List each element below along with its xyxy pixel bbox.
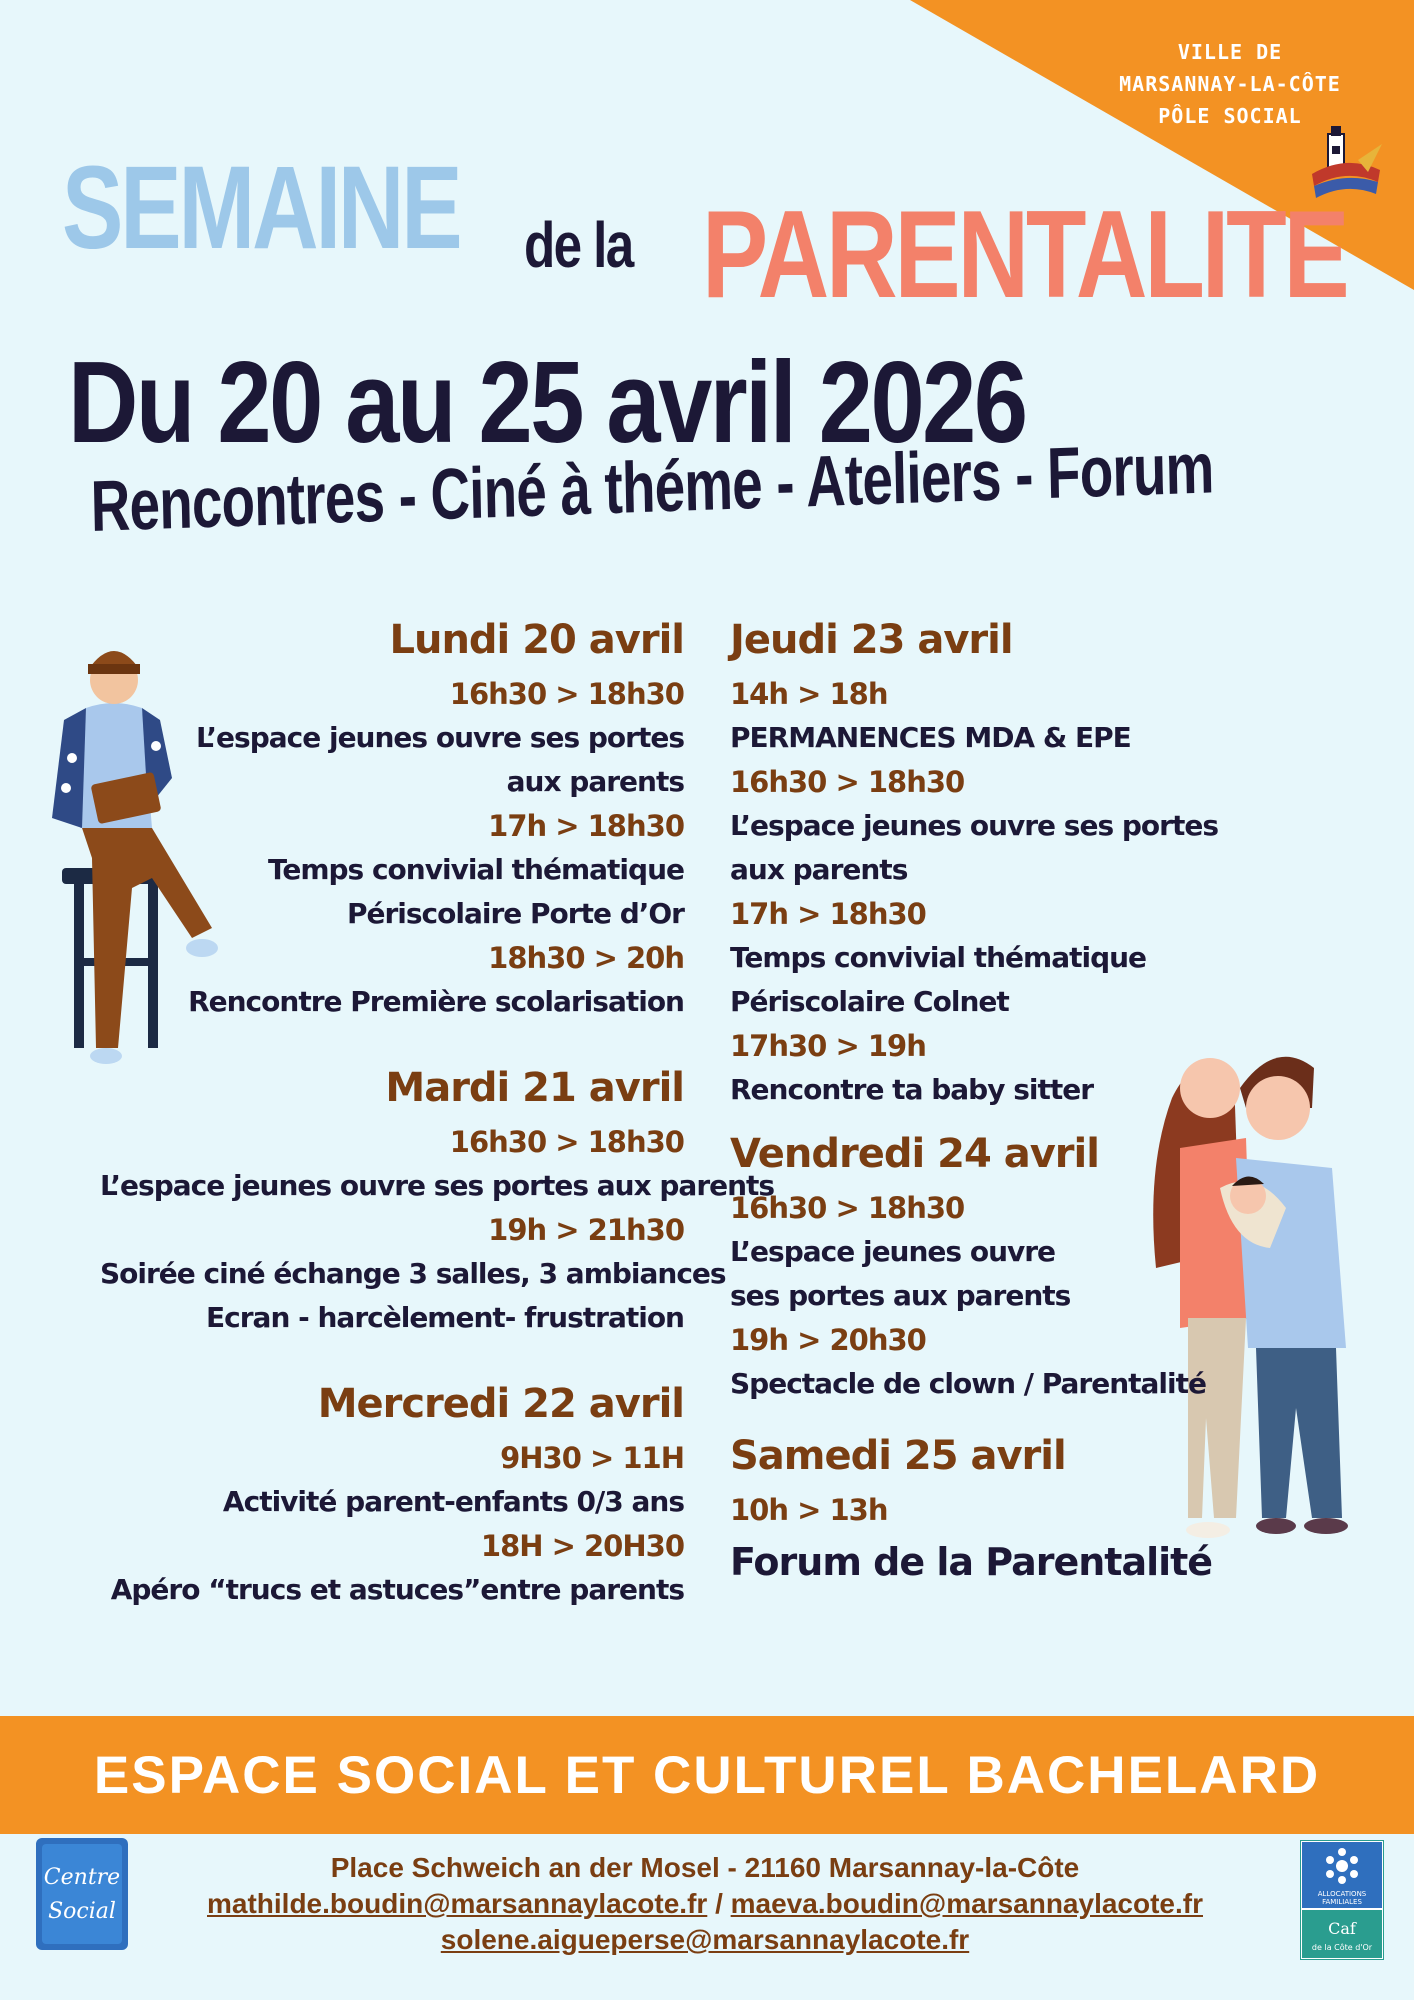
day-heading: Lundi 20 avril (389, 617, 684, 663)
email-line (140, 1886, 1270, 1922)
event-time: 17h > 18h30 (488, 809, 684, 843)
title-semaine: SEMAINE (62, 142, 460, 274)
email-link[interactable]: maeva.boudin@marsannaylacote.fr (730, 1888, 1203, 1919)
day-block (100, 608, 684, 1024)
activities-subtitle: Rencontres - Ciné à théme - Ateliers - Forum (90, 428, 1215, 547)
event-description: Ecran - harcèlement- frustration (206, 1301, 684, 1334)
caf-text-4: de la Côte d'Or (1311, 1943, 1373, 1952)
logo-text-social: Social (48, 1899, 116, 1924)
day-heading: Mardi 21 avril (385, 1065, 684, 1111)
day-block (730, 1122, 1290, 1406)
caf-text-2: FAMILIALES (1322, 1898, 1362, 1906)
event-description: Périscolaire Colnet (730, 985, 1009, 1018)
day-heading: Samedi 25 avril (730, 1433, 1066, 1479)
event-description: Soirée ciné échange 3 salles, 3 ambiances (100, 1257, 726, 1290)
email-link[interactable]: mathilde.boudin@marsannaylacote.fr (207, 1888, 708, 1919)
title-de-la: de la (524, 209, 633, 281)
event-time: 18H > 20H30 (480, 1529, 684, 1563)
day-heading: Mercredi 22 avril (317, 1381, 684, 1427)
day-block (730, 1424, 1290, 1592)
day-heading: Vendredi 24 avril (730, 1131, 1099, 1177)
event-description: Spectacle de clown / Parentalité (730, 1367, 1206, 1400)
event-description: Rencontre ta baby sitter (730, 1073, 1094, 1106)
event-time: 16h30 > 18h30 (730, 765, 965, 799)
corner-line-2: MARSANNAY-LA-CÔTE (1119, 72, 1341, 96)
municipality-label (1080, 36, 1380, 132)
event-description: Activité parent-enfants 0/3 ans (222, 1485, 684, 1518)
event-time: 16h30 > 18h30 (449, 677, 684, 711)
event-description: aux parents (506, 765, 684, 798)
caf-text-1: ALLOCATIONS (1317, 1890, 1367, 1898)
event-description: Temps convivial thématique (730, 941, 1147, 974)
logo-text-centre: Centre (43, 1865, 121, 1890)
event-time: 17h30 > 19h (730, 1029, 926, 1063)
event-time: 18h30 > 20h (488, 941, 684, 975)
event-time: 19h > 20h30 (730, 1323, 926, 1357)
day-block (100, 1372, 684, 1612)
centre-social-logo (36, 1838, 128, 1950)
event-description: Périscolaire Porte d’Or (346, 897, 684, 930)
event-description: Temps convivial thématique (267, 853, 684, 886)
event-description: ses portes aux parents (730, 1279, 1071, 1312)
address: Place Schweich an der Mosel - 21160 Marsannay-la-Côte (330, 1852, 1080, 1883)
event-description: L’espace jeunes ouvre ses portes (196, 721, 684, 754)
event-time: 16h30 > 18h30 (730, 1191, 965, 1225)
venue-banner (0, 1716, 1414, 1834)
event-description: Apéro “trucs et astuces”entre parents (110, 1573, 684, 1606)
day-block (100, 1056, 775, 1340)
day-heading: Jeudi 23 avril (730, 617, 1013, 663)
email-separator: / (707, 1888, 731, 1919)
event-description: L’espace jeunes ouvre (730, 1235, 1056, 1268)
title-parentalite: PARENTALITE (702, 186, 1347, 324)
event-time: 9H30 > 11H (500, 1441, 684, 1475)
corner-line-3: PÔLE SOCIAL (1158, 104, 1302, 128)
schedule-right-column (730, 608, 1290, 1592)
event-time: 19h > 21h30 (488, 1213, 684, 1247)
event-description: L’espace jeunes ouvre ses portes aux parents (100, 1169, 775, 1202)
caf-text-3: Caf (1328, 1919, 1356, 1938)
day-block (730, 608, 1290, 1112)
event-description: L’espace jeunes ouvre ses portes (730, 809, 1218, 842)
event-description: Rencontre Première scolarisation (188, 985, 684, 1018)
event-description: Forum de la Parentalité (730, 1540, 1213, 1584)
contact-footer (0, 1834, 1414, 2000)
event-time: 17h > 18h30 (730, 897, 926, 931)
schedule-left-column (100, 608, 775, 1612)
corner-line-1: VILLE DE (1177, 40, 1283, 64)
event-time: 16h30 > 18h30 (449, 1125, 684, 1159)
caf-logo (1300, 1840, 1384, 1960)
event-time: 10h > 13h (730, 1493, 888, 1527)
email-link[interactable]: solene.aigueperse@marsannaylacote.fr (440, 1924, 970, 1955)
event-dates: Du 20 au 25 avril 2026 (68, 337, 1026, 467)
event-description: PERMANENCES MDA & EPE (730, 721, 1131, 754)
venue-name: ESPACE SOCIAL ET CULTUREL BACHELARD (93, 1745, 1321, 1805)
event-time: 14h > 18h (730, 677, 888, 711)
event-description: aux parents (730, 853, 908, 886)
contact-info (140, 1850, 1270, 1958)
